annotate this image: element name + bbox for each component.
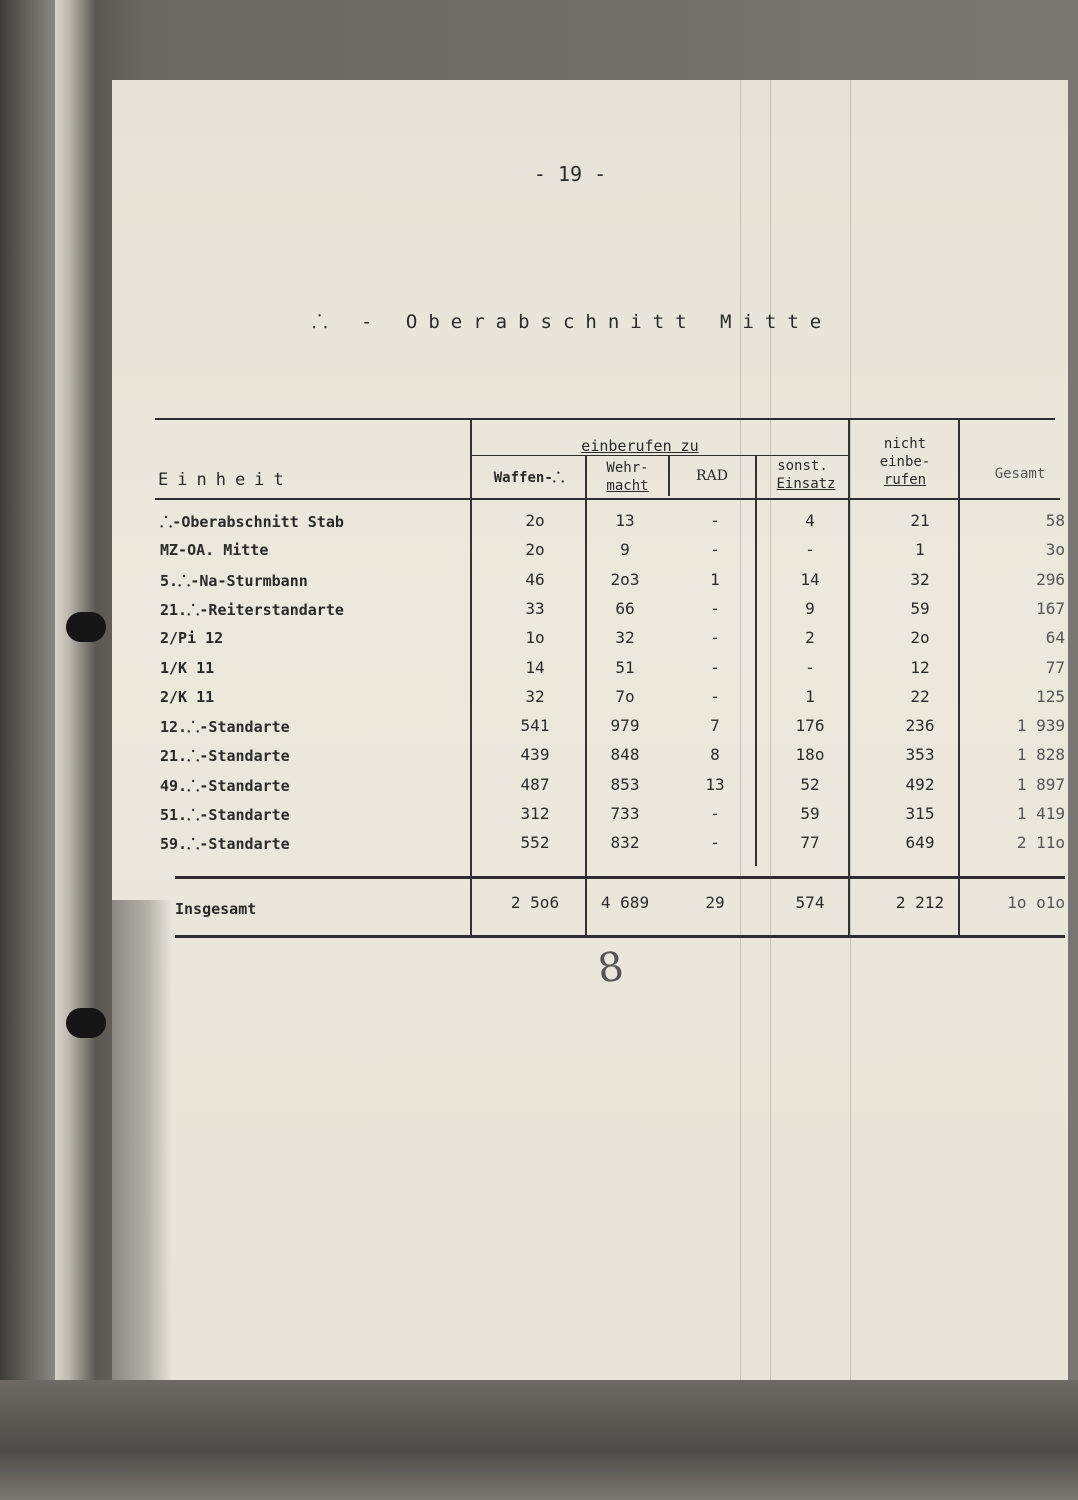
table-cell-nicht: 32 xyxy=(910,569,930,589)
table-cell-wehrmacht: 51 xyxy=(615,657,635,677)
table-cell-gesamt: 3o xyxy=(1045,540,1065,560)
header-group: einberufen zu xyxy=(581,437,699,455)
table-cell-waffen-ss: 2o xyxy=(525,540,545,560)
table-cell-waffen-ss: 1o xyxy=(525,628,545,648)
total-top-rule xyxy=(175,876,1065,879)
header-sonst: sonst. xyxy=(777,458,828,474)
total-label: Insgesamt xyxy=(175,900,257,918)
column-separator xyxy=(755,456,757,866)
table-cell-sonst: 77 xyxy=(800,833,820,853)
table-cell-sonst: - xyxy=(805,657,815,677)
table-cell-nicht: 315 xyxy=(905,804,935,823)
header-einbe: einbe- xyxy=(879,454,931,470)
table-cell-sonst: 59 xyxy=(800,804,820,823)
table-cell-wehrmacht: 832 xyxy=(610,833,640,853)
table-cell-waffen-ss: 312 xyxy=(520,804,550,823)
header-unit: Einheit xyxy=(158,470,293,490)
table-row-unit: 51.⸫-Standarte xyxy=(160,806,290,824)
table-cell-sonst: 9 xyxy=(805,598,815,618)
column-separator xyxy=(668,456,670,496)
header-bottom-rule xyxy=(155,498,1060,500)
table-cell-nicht: 353 xyxy=(905,745,935,765)
header-nicht: nicht xyxy=(883,436,927,452)
header-gesamt: Gesamt xyxy=(994,466,1046,482)
table-cell-gesamt: 64 xyxy=(1045,628,1065,648)
table-cell-nicht: 236 xyxy=(905,716,935,736)
table-cell-wehrmacht: 7o xyxy=(615,686,635,706)
page-number: - 19 - xyxy=(533,162,607,186)
table-cell-rad: 8 xyxy=(710,745,720,765)
page-shadow xyxy=(112,900,172,1385)
column-separator xyxy=(470,420,472,935)
table-row-unit: 59.⸫-Standarte xyxy=(160,835,290,854)
table-row-unit: 49.⸫-Standarte xyxy=(160,776,290,795)
table-cell-rad: 13 xyxy=(705,774,725,794)
punch-hole xyxy=(66,612,106,642)
table-row-unit: 12.⸫-Standarte xyxy=(160,718,290,737)
table-cell-waffen-ss: 46 xyxy=(525,569,545,589)
table-row-unit: 21.⸫-Standarte xyxy=(160,747,290,766)
table-cell-nicht: 2o xyxy=(910,628,930,648)
table-cell-sonst: 4 xyxy=(805,511,815,530)
table-cell-nicht: 59 xyxy=(910,598,930,618)
table-cell-gesamt: 1 828 xyxy=(1016,745,1065,765)
table-cell-sonst: 176 xyxy=(795,716,825,736)
table-cell-sonst: 1 xyxy=(805,686,815,706)
table-cell-rad: - xyxy=(710,540,720,560)
total-wehrmacht: 4 689 xyxy=(600,893,650,912)
header-waffen-ss: Waffen-⸫ xyxy=(493,470,565,486)
table-cell-wehrmacht: 2o3 xyxy=(610,569,640,589)
table-cell-rad: - xyxy=(710,511,720,530)
table-cell-waffen-ss: 541 xyxy=(520,716,550,736)
table-cell-wehrmacht: 13 xyxy=(615,511,635,530)
table-cell-waffen-ss: 552 xyxy=(520,833,550,853)
total-sonst: 574 xyxy=(795,893,825,912)
table-cell-wehrmacht: 979 xyxy=(610,716,640,736)
table-cell-nicht: 12 xyxy=(910,657,930,677)
table-row-unit: MZ-OA. Mitte xyxy=(160,541,269,560)
table-cell-rad: - xyxy=(710,804,720,823)
table-cell-gesamt: 77 xyxy=(1045,657,1065,677)
table-cell-waffen-ss: 33 xyxy=(525,598,545,618)
total-gesamt: 1o o1o xyxy=(1007,893,1065,912)
table-cell-gesamt: 1 419 xyxy=(1016,804,1065,823)
table-cell-sonst: 18o xyxy=(795,745,825,765)
table-cell-gesamt: 1 939 xyxy=(1016,716,1065,736)
table-cell-wehrmacht: 9 xyxy=(620,540,630,560)
table-cell-rad: 1 xyxy=(710,569,720,589)
table-cell-rad: 7 xyxy=(710,716,720,736)
table-cell-sonst: 2 xyxy=(805,628,815,648)
table-cell-nicht: 649 xyxy=(905,833,935,853)
header-wehrmacht-2: macht xyxy=(606,478,649,494)
table-bottom-rule xyxy=(175,935,1065,938)
table-cell-gesamt: 167 xyxy=(1036,598,1065,618)
table-row-unit: 2/Pi 12 xyxy=(160,629,224,648)
table-cell-waffen-ss: 439 xyxy=(520,745,550,765)
group-rule xyxy=(472,455,850,456)
table-cell-nicht: 1 xyxy=(915,540,925,560)
table-cell-gesamt: 2 11o xyxy=(1016,833,1065,853)
table-row-unit: ⸫-Oberabschnitt Stab xyxy=(160,513,344,531)
table-cell-gesamt: 296 xyxy=(1036,569,1065,589)
table-cell-nicht: 21 xyxy=(910,511,930,530)
table-cell-waffen-ss: 32 xyxy=(525,686,545,706)
table-cell-wehrmacht: 733 xyxy=(610,804,640,823)
header-wehrmacht: Wehr- xyxy=(606,460,649,476)
handwritten-mark: 8 xyxy=(594,943,627,993)
column-separator xyxy=(848,420,850,935)
table-cell-rad: - xyxy=(710,598,720,618)
table-cell-rad: - xyxy=(710,833,720,853)
table-cell-gesamt: 58 xyxy=(1045,511,1065,530)
header-rufen: rufen xyxy=(883,472,927,488)
total-rad: 29 xyxy=(705,893,725,912)
table-cell-nicht: 492 xyxy=(905,774,935,794)
table-cell-gesamt: 1 897 xyxy=(1016,774,1065,794)
total-waffen-ss: 2 5o6 xyxy=(510,893,560,912)
column-separator xyxy=(958,420,960,935)
table-cell-wehrmacht: 66 xyxy=(615,598,635,618)
table-cell-nicht: 22 xyxy=(910,686,930,706)
table-cell-waffen-ss: 487 xyxy=(520,774,550,794)
table-cell-sonst: - xyxy=(805,540,815,560)
table-cell-waffen-ss: 14 xyxy=(525,657,545,677)
table-row-unit: 1/K 11 xyxy=(160,658,215,677)
table-cell-waffen-ss: 2o xyxy=(525,511,545,530)
table-top-rule xyxy=(155,418,1055,420)
document-title: ⸫ - Oberabschnitt Mitte xyxy=(312,311,833,333)
table-cell-rad: - xyxy=(710,686,720,706)
header-einsatz: Einsatz xyxy=(776,476,836,492)
table-cell-rad: - xyxy=(710,657,720,677)
table-cell-sonst: 52 xyxy=(800,774,820,794)
table-cell-wehrmacht: 848 xyxy=(610,745,640,765)
table-row-unit: 5.⸫-Na-Sturmbann xyxy=(160,571,308,590)
scan-bottom-edge xyxy=(0,1380,1078,1500)
punch-hole xyxy=(66,1008,106,1038)
table-cell-sonst: 14 xyxy=(800,569,820,589)
table-cell-wehrmacht: 32 xyxy=(615,628,635,648)
table-cell-rad: - xyxy=(710,628,720,648)
table-row-unit: 2/K 11 xyxy=(160,687,215,706)
header-rad: RAD xyxy=(696,468,728,484)
table-row-unit: 21.⸫-Reiterstandarte xyxy=(160,600,344,619)
table-cell-wehrmacht: 853 xyxy=(610,774,640,794)
table-cell-gesamt: 125 xyxy=(1036,686,1065,706)
total-nicht: 2 212 xyxy=(895,893,945,912)
